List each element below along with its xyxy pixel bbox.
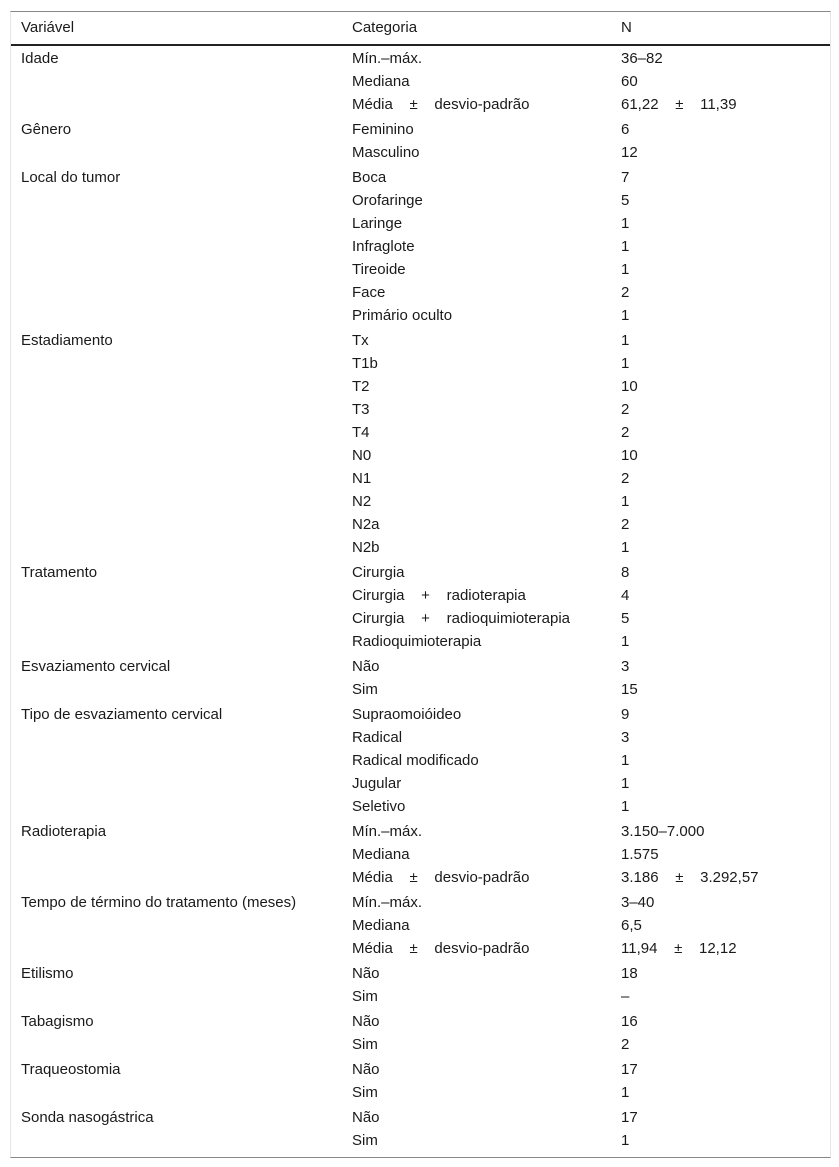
header-variable: Variável — [21, 19, 75, 36]
table-row — [11, 213, 830, 236]
category-cell: Cirurgia — [352, 564, 405, 581]
category-cell: Mín.–máx. — [352, 823, 423, 840]
table-row — [11, 282, 830, 305]
table-row — [11, 142, 830, 165]
table-row — [11, 71, 830, 94]
category-cell: Feminino — [352, 121, 414, 138]
variable-cell: Esvaziamento cervical — [21, 658, 171, 675]
n-cell: 15 — [621, 681, 638, 698]
category-cell: Não — [352, 658, 380, 675]
table-row — [11, 94, 830, 117]
table-row — [11, 608, 830, 631]
category-cell: Não — [352, 1013, 380, 1030]
table-row — [11, 585, 830, 608]
table-group — [11, 704, 830, 819]
table-row — [11, 399, 830, 422]
n-cell: 1 — [621, 798, 630, 815]
table-row — [11, 422, 830, 445]
category-cell: Jugular — [352, 775, 402, 792]
n-cell: 2 — [621, 1036, 630, 1053]
n-cell: – — [621, 988, 630, 1005]
category-cell: Radical — [352, 729, 403, 746]
n-cell: 1 — [621, 775, 630, 792]
table-row — [11, 773, 830, 796]
n-cell: 1 — [621, 355, 630, 372]
category-cell: Radioquimioterapia — [352, 633, 482, 650]
variable-cell: Tabagismo — [21, 1013, 94, 1030]
category-cell: Tireoide — [352, 261, 406, 278]
n-cell: 4 — [621, 587, 630, 604]
n-cell: 8 — [621, 564, 630, 581]
table-row — [11, 727, 830, 750]
table-row — [11, 514, 830, 537]
table-row — [11, 190, 830, 213]
variable-cell: Traqueostomia — [21, 1061, 121, 1078]
category-cell: Cirurgia + radioquimioterapia — [352, 610, 571, 627]
table-row — [11, 1130, 830, 1153]
table-row — [11, 631, 830, 654]
table-row — [11, 1011, 830, 1034]
n-cell: 18 — [621, 965, 638, 982]
table-row — [11, 656, 830, 679]
table-row — [11, 915, 830, 938]
category-cell: T2 — [352, 378, 370, 395]
category-cell: N2 — [352, 493, 372, 510]
table-row — [11, 353, 830, 376]
table-row — [11, 679, 830, 702]
n-cell: 1 — [621, 633, 630, 650]
category-cell: Infraglote — [352, 238, 415, 255]
variable-cell: Radioterapia — [21, 823, 107, 840]
category-cell: Seletivo — [352, 798, 406, 815]
table-group — [11, 167, 830, 328]
category-cell: Mediana — [352, 917, 410, 934]
variable-cell: Tratamento — [21, 564, 98, 581]
category-cell: Radical modificado — [352, 752, 479, 769]
category-cell: Cirurgia + radioterapia — [352, 587, 526, 604]
n-cell: 9 — [621, 706, 630, 723]
variable-cell: Estadiamento — [21, 332, 113, 349]
n-cell: 2 — [621, 401, 630, 418]
category-cell: Supraomoióideo — [352, 706, 462, 723]
table-row — [11, 305, 830, 328]
table-group — [11, 656, 830, 702]
n-cell: 5 — [621, 192, 630, 209]
table-row — [11, 376, 830, 399]
n-cell: 3 — [621, 729, 630, 746]
table-row — [11, 844, 830, 867]
variable-cell: Tempo de término do tratamento (meses) — [21, 894, 297, 911]
n-cell: 1 — [621, 1084, 630, 1101]
table-row — [11, 938, 830, 961]
n-cell: 17 — [621, 1109, 638, 1126]
category-cell: Boca — [352, 169, 387, 186]
n-cell: 6 — [621, 121, 630, 138]
n-cell: 10 — [621, 378, 638, 395]
table-row — [11, 330, 830, 353]
category-cell: Sim — [352, 1132, 378, 1149]
category-cell: Média ± desvio-padrão — [352, 940, 530, 957]
n-cell: 5 — [621, 610, 630, 627]
variable-cell: Etilismo — [21, 965, 74, 982]
n-cell: 3 — [621, 658, 630, 675]
n-cell: 12 — [621, 144, 638, 161]
table-row — [11, 167, 830, 190]
n-cell: 2 — [621, 424, 630, 441]
category-cell: N1 — [352, 470, 372, 487]
n-cell: 1 — [621, 752, 630, 769]
table-row — [11, 468, 830, 491]
n-cell: 60 — [621, 73, 638, 90]
category-cell: N2a — [352, 516, 380, 533]
category-cell: Sim — [352, 1084, 378, 1101]
table-row — [11, 445, 830, 468]
n-cell: 1 — [621, 493, 630, 510]
category-cell: Mediana — [352, 846, 410, 863]
variable-cell: Sonda nasogástrica — [21, 1109, 154, 1126]
n-cell: 1 — [621, 539, 630, 556]
category-cell: Não — [352, 1061, 380, 1078]
table-body — [11, 46, 830, 1157]
n-cell: 6,5 — [621, 917, 642, 934]
table-row — [11, 892, 830, 915]
n-cell: 2 — [621, 284, 630, 301]
n-cell: 1 — [621, 261, 630, 278]
n-cell: 1 — [621, 1132, 630, 1149]
variable-cell: Tipo de esvaziamento cervical — [21, 706, 223, 723]
category-cell: Não — [352, 1109, 380, 1126]
table-group — [11, 562, 830, 654]
table-row — [11, 236, 830, 259]
n-cell: 1.575 — [621, 846, 659, 863]
n-cell: 36–82 — [621, 50, 663, 67]
category-cell: Tx — [352, 332, 369, 349]
n-cell: 3.150–7.000 — [621, 823, 705, 840]
category-cell: Mín.–máx. — [352, 894, 423, 911]
n-cell: 7 — [621, 169, 630, 186]
category-cell: Face — [352, 284, 386, 301]
table-group — [11, 963, 830, 1009]
table-row — [11, 48, 830, 71]
table-group — [11, 330, 830, 560]
table-row — [11, 562, 830, 585]
category-cell: N0 — [352, 447, 372, 464]
n-cell: 17 — [621, 1061, 638, 1078]
category-cell: N2b — [352, 539, 380, 556]
variable-cell: Local do tumor — [21, 169, 121, 186]
table-header — [11, 12, 830, 46]
table-group — [11, 821, 830, 890]
table-row — [11, 119, 830, 142]
n-cell: 3.186 ± 3.292,57 — [621, 869, 759, 886]
category-cell: Mediana — [352, 73, 410, 90]
data-table — [10, 11, 831, 1158]
table-row — [11, 704, 830, 727]
n-cell: 1 — [621, 307, 630, 324]
header-n: N — [621, 19, 632, 36]
n-cell: 2 — [621, 516, 630, 533]
table-group — [11, 48, 830, 117]
table-row — [11, 867, 830, 890]
category-cell: Mín.–máx. — [352, 50, 423, 67]
table-group — [11, 1011, 830, 1057]
n-cell: 1 — [621, 332, 630, 349]
category-cell: Laringe — [352, 215, 403, 232]
header-category: Categoria — [352, 19, 418, 36]
table-row — [11, 259, 830, 282]
n-cell: 11,94 ± 12,12 — [621, 940, 737, 957]
category-cell: Média ± desvio-padrão — [352, 96, 530, 113]
table-row — [11, 796, 830, 819]
category-cell: Média ± desvio-padrão — [352, 869, 530, 886]
n-cell: 3–40 — [621, 894, 655, 911]
n-cell: 1 — [621, 238, 630, 255]
category-cell: Sim — [352, 681, 378, 698]
table-row — [11, 1059, 830, 1082]
table-group — [11, 1107, 830, 1153]
table-row — [11, 963, 830, 986]
category-cell: T1b — [352, 355, 378, 372]
category-cell: Sim — [352, 1036, 378, 1053]
n-cell: 1 — [621, 215, 630, 232]
table-row — [11, 750, 830, 773]
n-cell: 61,22 ± 11,39 — [621, 96, 737, 113]
table-row — [11, 537, 830, 560]
table-row — [11, 491, 830, 514]
category-cell: T3 — [352, 401, 370, 418]
variable-cell: Gênero — [21, 121, 72, 138]
table-row — [11, 821, 830, 844]
category-cell: Sim — [352, 988, 378, 1005]
category-cell: Não — [352, 965, 380, 982]
n-cell: 10 — [621, 447, 638, 464]
table-row — [11, 986, 830, 1009]
category-cell: T4 — [352, 424, 370, 441]
table-group — [11, 119, 830, 165]
variable-cell: Idade — [21, 50, 59, 67]
category-cell: Masculino — [352, 144, 420, 161]
category-cell: Orofaringe — [352, 192, 423, 209]
n-cell: 16 — [621, 1013, 638, 1030]
n-cell: 2 — [621, 470, 630, 487]
table-row — [11, 1107, 830, 1130]
table-row — [11, 1082, 830, 1105]
table-row — [11, 1034, 830, 1057]
table-group — [11, 892, 830, 961]
table-group — [11, 1059, 830, 1105]
category-cell: Primário oculto — [352, 307, 453, 324]
